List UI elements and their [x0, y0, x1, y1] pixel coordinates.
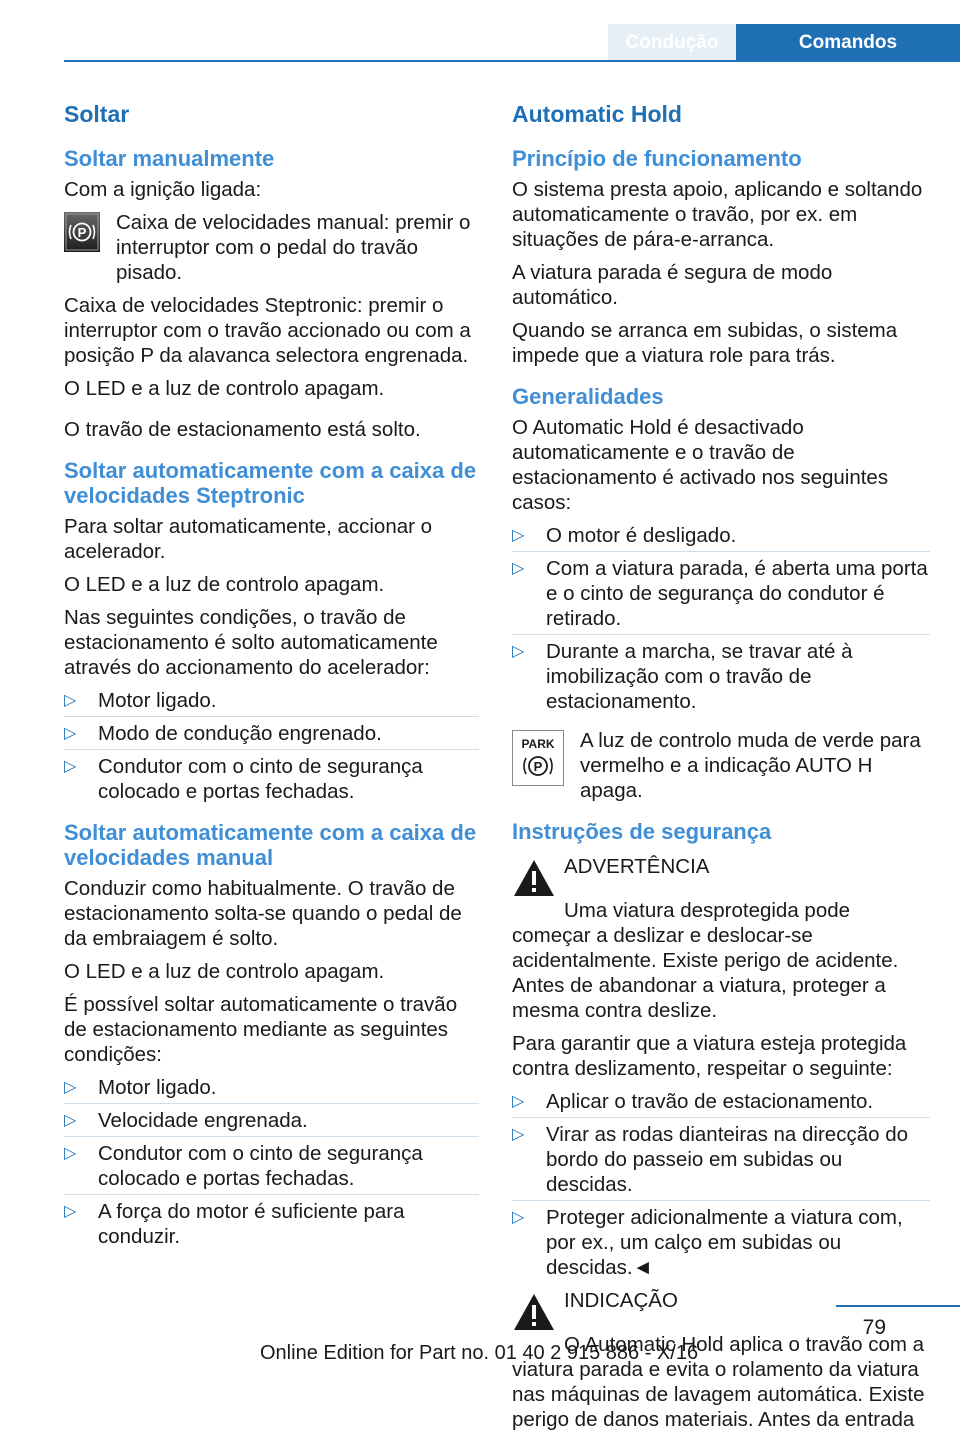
notice-text: O Automatic Hold aplica o travão com a viatura parada e evita o rolamento da viatura nas máquinas de lavagem automática. Existe perigo de danos materiais. Antes da entrada: [512, 1333, 925, 1431]
list-item: ▷ Durante a marcha, se travar até à imobilização com o travão de estacionamento.: [512, 639, 930, 714]
list-item: ▷ Modo de condução engrenado.: [64, 721, 479, 746]
triangle-bullet-icon: ▷: [512, 643, 525, 660]
warning-icon: [512, 858, 556, 898]
svg-text:PARK: PARK: [521, 737, 555, 751]
paragraph: O travão de estacionamento está solto.: [64, 418, 421, 441]
list-item: ▷ Motor ligado.: [64, 689, 217, 712]
park-note-text: A luz de controlo muda de verde para vermelho e a indicação AUTO H apaga.: [580, 729, 921, 802]
header-rule: [64, 60, 960, 62]
park-icon: [512, 730, 564, 792]
triangle-bullet-icon: ▷: [512, 527, 525, 544]
list-item: ▷ A força do motor é suficiente para conduzir.: [64, 1199, 479, 1249]
parking-brake-icon: [64, 212, 100, 258]
page-number: 79: [862, 1316, 886, 1339]
paragraph: O LED e a luz de controlo apagam.: [64, 377, 385, 400]
bullet-list: [64, 688, 479, 804]
list-item: ▷ Aplicar o travão de estacionamento.: [512, 1090, 874, 1113]
paragraph: Caixa de velocidades Steptronic: premir o interruptor com o travão accionado ou com a posição P da alavanca selectora engrenada.: [64, 294, 471, 367]
triangle-bullet-icon: ▷: [512, 560, 525, 577]
section-tab: Condução: [608, 24, 736, 61]
left-column: [64, 100, 479, 1257]
svg-text:P: P: [77, 225, 87, 240]
paragraph: Para garantir que a viatura esteja protegida contra deslizamento, respeitar o seguinte:: [512, 1032, 907, 1080]
bullet-list: [512, 523, 930, 714]
warning-icon: [512, 1292, 556, 1332]
paragraph: Com a ignição ligada:: [64, 178, 262, 201]
triangle-bullet-icon: ▷: [64, 1203, 77, 1220]
paragraph: Para soltar automaticamente, accionar o acelerador.: [64, 515, 433, 563]
notice-title: INDICAÇÃO: [564, 1289, 678, 1312]
bullet-list: [64, 1075, 479, 1249]
list-item: ▷ Velocidade engrenada.: [64, 1108, 479, 1133]
triangle-bullet-icon: ▷: [64, 758, 77, 775]
list-item: ▷ Condutor com o cinto de segurança colocado e portas fechadas.: [64, 1141, 479, 1191]
heading-generalidades: Generalidades: [512, 384, 664, 409]
warning-title: ADVERTÊNCIA: [564, 855, 710, 878]
triangle-bullet-icon: ▷: [64, 1112, 77, 1129]
paragraph: O Automatic Hold é desactivado automaticamente e o travão de estacionamento é activado nos seguintes casos:: [512, 416, 889, 514]
footer-edition: Online Edition for Part no. 01 40 2 915 886 - X/16: [260, 1342, 699, 1364]
paragraph: Quando se arranca em subidas, o sistema impede que a viatura role para trás.: [512, 319, 898, 367]
paragraph: O LED e a luz de controlo apagam.: [64, 960, 385, 983]
icon-note-text: Caixa de velocidades manual: premir o interruptor com o pedal do travão pisado.: [116, 211, 471, 284]
chapter-tab: Comandos: [736, 24, 960, 61]
triangle-bullet-icon: ▷: [64, 1079, 77, 1096]
list-item: ▷ O motor é desligado.: [512, 524, 737, 547]
heading-soltar: Soltar: [64, 101, 130, 127]
triangle-bullet-icon: ▷: [64, 1145, 77, 1162]
bullet-list: [512, 1089, 930, 1280]
footer-rule: [836, 1305, 960, 1307]
warning-text: Uma viatura desprotegida pode começar a deslizar e deslocar-se acidentalmente. Existe perigo de acidente. Antes de abandonar a viatura, proteger a mesma contra deslize.: [512, 899, 899, 1022]
heading-seguranca: Instruções de segurança: [512, 819, 772, 844]
list-item: ▷ Com a viatura parada, é aberta uma porta e o cinto de segurança do condutor é retirado.: [512, 556, 930, 631]
page-header: [608, 24, 960, 61]
triangle-bullet-icon: ▷: [512, 1126, 525, 1143]
heading-principio: Princípio de funcionamento: [512, 146, 802, 171]
list-item: ▷ Motor ligado.: [64, 1076, 217, 1099]
list-item: ▷ Proteger adicionalmente a viatura com, por ex., um calço em subidas ou descidas.◄: [512, 1205, 930, 1280]
heading-auto-steptronic: Soltar automaticamente com a caixa de velocidades Steptronic: [64, 458, 477, 508]
icon-note: [64, 210, 479, 285]
svg-text:P: P: [533, 759, 543, 774]
paragraph: Nas seguintes condições, o travão de estacionamento é solto automaticamente através do accionamento do acelerador:: [64, 606, 438, 679]
paragraph: O LED e a luz de controlo apagam.: [64, 573, 385, 596]
paragraph: Conduzir como habitualmente. O travão de estacionamento solta-se quando o pedal de da embraiagem é solto.: [64, 877, 462, 950]
warning-block: [512, 854, 930, 898]
paragraph: É possível soltar automaticamente o travão de estacionamento mediante as seguintes condições:: [64, 993, 458, 1066]
paragraph: A viatura parada é segura de modo automático.: [512, 261, 833, 309]
list-item: ▷ Virar as rodas dianteiras na direcção do bordo do passeio em subidas ou descidas.: [512, 1122, 930, 1197]
heading-auto-manual: Soltar automaticamente com a caixa de velocidades manual: [64, 820, 477, 870]
right-column: [512, 100, 930, 1440]
paragraph: O sistema presta apoio, aplicando e soltando automaticamente o travão, por ex. em situações de pára-e-arranca.: [512, 178, 923, 251]
park-note: [512, 728, 930, 803]
heading-soltar-manual: Soltar manualmente: [64, 146, 275, 171]
list-item: ▷ Condutor com o cinto de segurança colocado e portas fechadas.: [64, 754, 479, 804]
heading-automatic-hold: Automatic Hold: [512, 101, 682, 127]
triangle-bullet-icon: ▷: [512, 1209, 525, 1226]
triangle-bullet-icon: ▷: [64, 725, 77, 742]
triangle-bullet-icon: ▷: [64, 692, 77, 709]
triangle-bullet-icon: ▷: [512, 1093, 525, 1110]
